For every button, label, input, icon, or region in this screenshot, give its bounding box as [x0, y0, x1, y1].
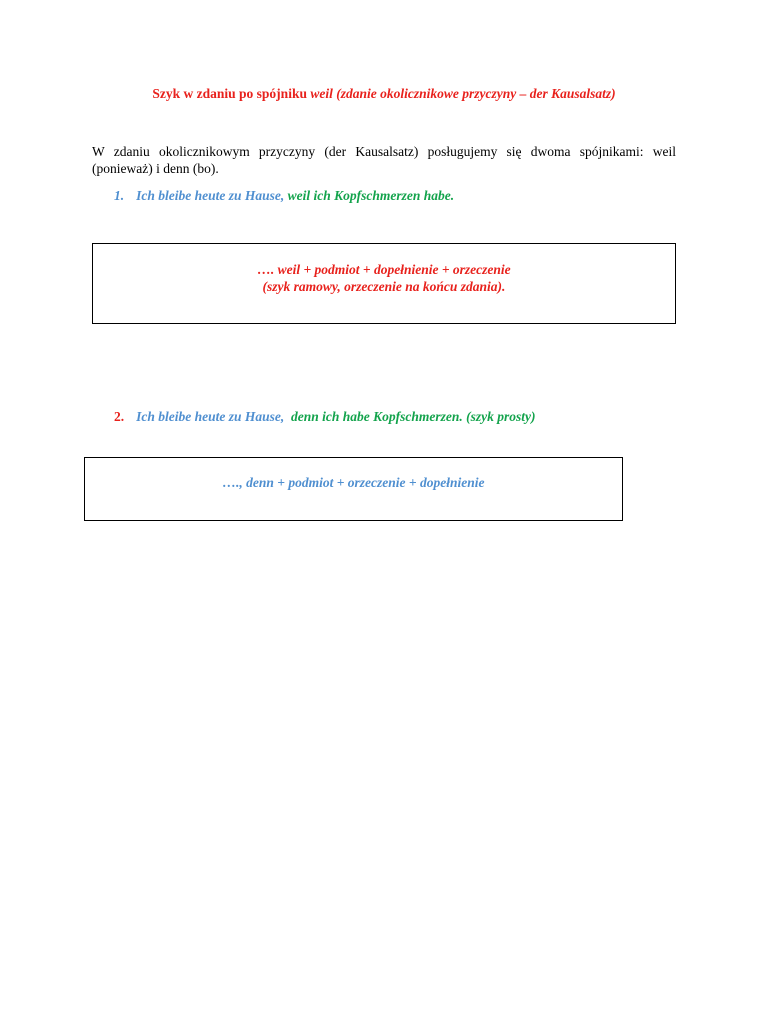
example-1	[114, 188, 454, 204]
example-2	[114, 409, 536, 425]
title-rest: weil (zdanie okolicznikowe przyczyny – der Kausalsatz)	[310, 86, 616, 101]
rule-box-weil	[92, 243, 676, 324]
intro-paragraph: W zdaniu okolicznikowym przyczyny (der Kausalsatz) posługujemy się dwoma spójnikami: weil (ponieważ) i denn (bo).	[92, 144, 676, 176]
rule-box-weil-line-1: …. weil + podmiot + dopełnienie + orzeczenie	[257, 262, 511, 277]
example-1-number: 1.	[114, 188, 125, 203]
example-2-number: 2.	[114, 409, 125, 424]
title-lead: Szyk w zdaniu po spójniku	[152, 86, 311, 101]
example-2-main-clause: Ich bleibe heute zu Hause,	[136, 409, 285, 424]
rule-box-denn-line-1: …., denn + podmiot + orzeczenie + dopełnienie	[222, 475, 485, 490]
rule-box-denn	[84, 457, 623, 521]
example-1-subordinate-clause: weil ich Kopfschmerzen habe.	[287, 188, 455, 203]
example-1-main-clause: Ich bleibe heute zu Hause,	[136, 188, 285, 203]
document-title	[0, 86, 768, 102]
example-2-coordinate-clause: denn ich habe Kopfschmerzen. (szyk prosty)	[291, 409, 536, 424]
rule-box-weil-line-2: (szyk ramowy, orzeczenie na końcu zdania).	[262, 279, 506, 294]
